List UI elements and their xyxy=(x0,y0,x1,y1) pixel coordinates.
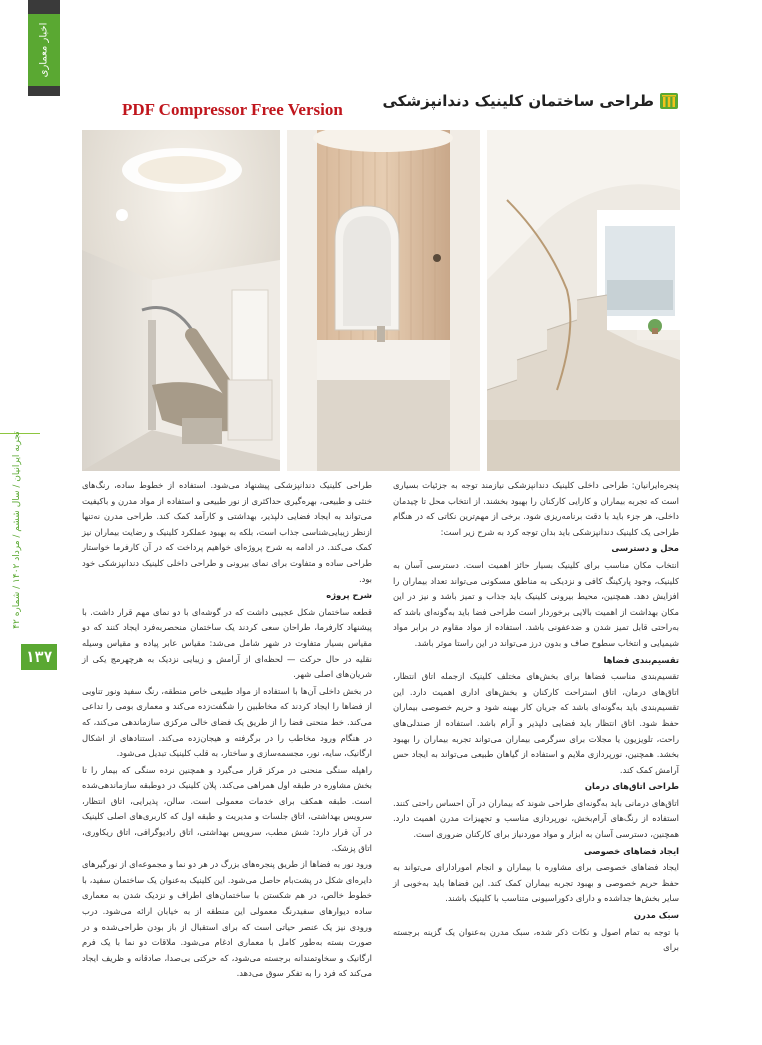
section-heading: سبک مدرن xyxy=(633,910,679,921)
body-paragraph: طراحی کلینیک دندانپزشکی پیشنهاد می‌شود. استفاده از خطوط ساده، رنگ‌های خنثی و طبیعی، بهره‌گیری حداکثری از نور طبیعی و استفاده از مواد مدرن و باکیفیت می‌تواند به ایجاد فضایی دلپذیر، بهداشتی و کارآمد کمک کند. طراحی مدرن نه‌تنها ازنظر زیبایی‌شناسی جذاب است، بلکه به بهبود عملکرد کلینیک و رضایت بیماران نیز کمک می‌کند. در ادامه به شرح پروژه‌ای خواهیم پرداخت که در آن کارفرما خواستار طراحی ساده و متفاوت برای نمای بیرونی و طراحی داخلی کلینیک دندانپزشکی خود بود. xyxy=(82,480,372,584)
columns-icon xyxy=(660,93,678,109)
body-paragraph: پنجره‌ایرانیان: طراحی داخلی کلینیک دندانپزشکی نیازمند توجه به جزئیات بسیاری است که تجربه بیماران و کارایی کارکنان را بهبود بخشند. از انتخاب محل تا چیدمان داخلی، هر جزء باید با دقت برنامه‌ریزی شود. برخی از مهم‌ترین نکاتی که در هنگام طراحی یک کلینیک دندانپزشکی باید بدان توجه کرد به شرح زیر است: xyxy=(393,480,679,537)
section-heading: تقسیم‌بندی فضاها xyxy=(603,654,679,665)
watermark-text: PDF Compressor Free Version xyxy=(122,100,343,119)
body-paragraph: ورود نور به فضاها از طریق پنجره‌های بزرگ در هر دو نما و مجموعه‌ای از نورگیرهای دایره‌ای شکل در پشت‌بام حاصل می‌شود. این کلینیک به‌عنوان یک ساختمان سفید، با خطوط خالص، در هم شکستن با ساختمان‌های اطراف و نزدیک شدن به معماری ساده دیوارهای سفیدرنگ معمولی این منطقه از به خیابان ارائه می‌شود. درب ورودی نیز یک عنصر حیاتی است که برای استقبال از باز بودن طراحی‌شده و در صورت بسته به‌طور کامل با معماری ادغام می‌شود. ملاقات دو نما با یک فرم ارگانیک و سخاوتمندانه برجسته می‌شود، که حرکتی بی‌صدا، صادقانه و ظریف ایجاد می‌کند که فرد را به تفکر سوق می‌دهد. xyxy=(82,859,372,979)
section-tab-band xyxy=(28,14,60,86)
body-paragraph: در بخش داخلی آن‌ها با استفاده از مواد طبیعی خاص منطقه، رنگ سفید ونور تناوبی از فضاها را ایجاد کردند که مخاطبین را شگفت‌زده می‌کند و معماری بومی را تداعی می‌کند. خط منحنی فضا را از طریق یک فضای خالی مرکزی سازماندهی می‌کند، که در هنگام ورود مخاطب را در برگرفته و هیجان‌زده می‌کند. استنادهای از اشکال ارگانیک، سایه، نور، مجسمه‌سازی و ساختار، به قلب کلینیک تبدیل می‌شود. xyxy=(82,685,372,759)
issue-info: تجربه ایرانیان / سال ششم / مرداد ۱۴۰۲ / شماره ۴۲ xyxy=(12,431,22,629)
page-number: ۱۳۷ xyxy=(21,644,57,670)
body-paragraph: انتخاب مکان مناسب برای کلینیک بسیار حائز اهمیت است. دسترسی آسان به کلینیک، وجود پارکینگ کافی و نزدیکی به مناطق مسکونی می‌تواند تعداد بیماران را افزایش دهد. همچنین، محیط بیرونی کلینیک باید جذاب و تمیز باشد و نیز در این مکان بهداشت از اهمیت بالایی برخوردار است طراحی فضا باید به‌گونه‌ای باشد که به‌راحتی قابل تمیز شدن و ضدعفونی باشد. استفاده از مواد مقاوم در برابر مواد شیمیایی و انتخاب سطوح صاف و بدون درز می‌تواند در این راستا موثر باشد. xyxy=(393,559,679,648)
body-paragraph: ایجاد فضاهای خصوصی برای مشاوره با بیماران و انجام امورادارای می‌تواند به حفظ حریم خصوصی و بهبود تجربه بیماران کمک کند. این فضاها باید به‌خوبی از سایر بخش‌ها جداشده و دارای دکوراسیونی متناسب با کلینیک باشند. xyxy=(393,862,679,904)
photo-curved-stair xyxy=(487,130,680,471)
body-paragraph: با توجه به تمام اصول و نکات ذکر شده، سبک مدرن به‌عنوان یک گزینه برجسته برای xyxy=(393,926,679,953)
section-heading: محل و دسترسی xyxy=(611,543,679,554)
section-heading: ایجاد فضاهای خصوصی xyxy=(584,845,679,856)
body-paragraph: راهپله سنگی منحنی در مرکز قرار می‌گیرد و همچنین نرده سنگی که بیمار را تا بخش مشاوره در طبقه اول همراهی می‌کند. پلان کلینیک در دوطبقه سازماندهی‌شده است. طبقه همکف برای خدمات معمولی است. سالن، پذیرایی، اتاق انتظار، سرویس بهداشتی، اتاق جلسات و مدیریت و طبقه اول که کاربری‌های اصلی کلینیک در آن قرار دارد: شش مطب، سرویس بهداشتی، اتاق رادیوگرافی، اتاق ریکاوری، اتاق پزشک. xyxy=(82,764,372,853)
section-tab xyxy=(28,0,60,96)
section-heading: شرح پروژه xyxy=(326,590,372,601)
article-title: طراحی ساختمان کلینیک دندانپزشکی xyxy=(382,92,654,110)
section-tab-label: اخبار معماری xyxy=(38,22,50,78)
article-header xyxy=(382,92,678,110)
body-paragraph: اتاق‌های درمانی باید به‌گونه‌ای طراحی شوند که بیماران در آن احساس راحتی کنند. استفاده از رنگ‌های آرام‌بخش، نورپردازی مناسب و تجهیزات مدرن اهمیت دارد. همچنین، دسترسی آسان به ابزار و مواد موردنیاز برای کارکنان ضروری است. xyxy=(393,797,679,840)
photo-treatment-room xyxy=(82,130,280,471)
text-column-left xyxy=(82,478,372,983)
body-paragraph: تقسیم‌بندی مناسب فضاها برای بخش‌های مختلف کلینیک ازجمله اتاق انتظار، اتاق‌های درمان، اتاق استراحت کارکنان و بخش‌های اداری اهمیت دارد. این تقسیم‌بندی باید به‌گونه‌ای باشد که جریان کار بهینه شود و حریم خصوصی بیماران حفظ شود. اتاق انتظار باید فضایی دلپذیر و آرام باشد. استفاده از صندلی‌های راحت، تلویزیون یا مجلات برای سرگرمی بیماران می‌تواند تجربه بیماران را بهبود بخشد. همچنین، نورپردازی ملایم و استفاده از گیاهان طبیعی می‌تواند به ایجاد حس آرامش کمک کند. xyxy=(393,671,679,775)
body-paragraph: قطعه ساختمان شکل عجیبی داشت که در گوشه‌ای با دو نمای مهم قرار داشت. با پیشنهاد کارفرما، طراحان سعی کردند یک ساختمان منحصربه‌فرد ایجاد کنند که دو مقیاس بسیار متفاوت در شهر شامل می‌شد: مقیاس عابر پیاده و مقیاس وسیله نقلیه در حال حرکت — لحظه‌ای از آرامش و زیبایی نزدیک به هرچهرمج یکی از شریان‌های اصلی شهر. xyxy=(82,606,372,680)
text-column-right xyxy=(393,478,679,957)
photo-washbasin-mirror xyxy=(287,130,480,471)
section-heading: طراحی اتاق‌های درمان xyxy=(584,781,679,792)
